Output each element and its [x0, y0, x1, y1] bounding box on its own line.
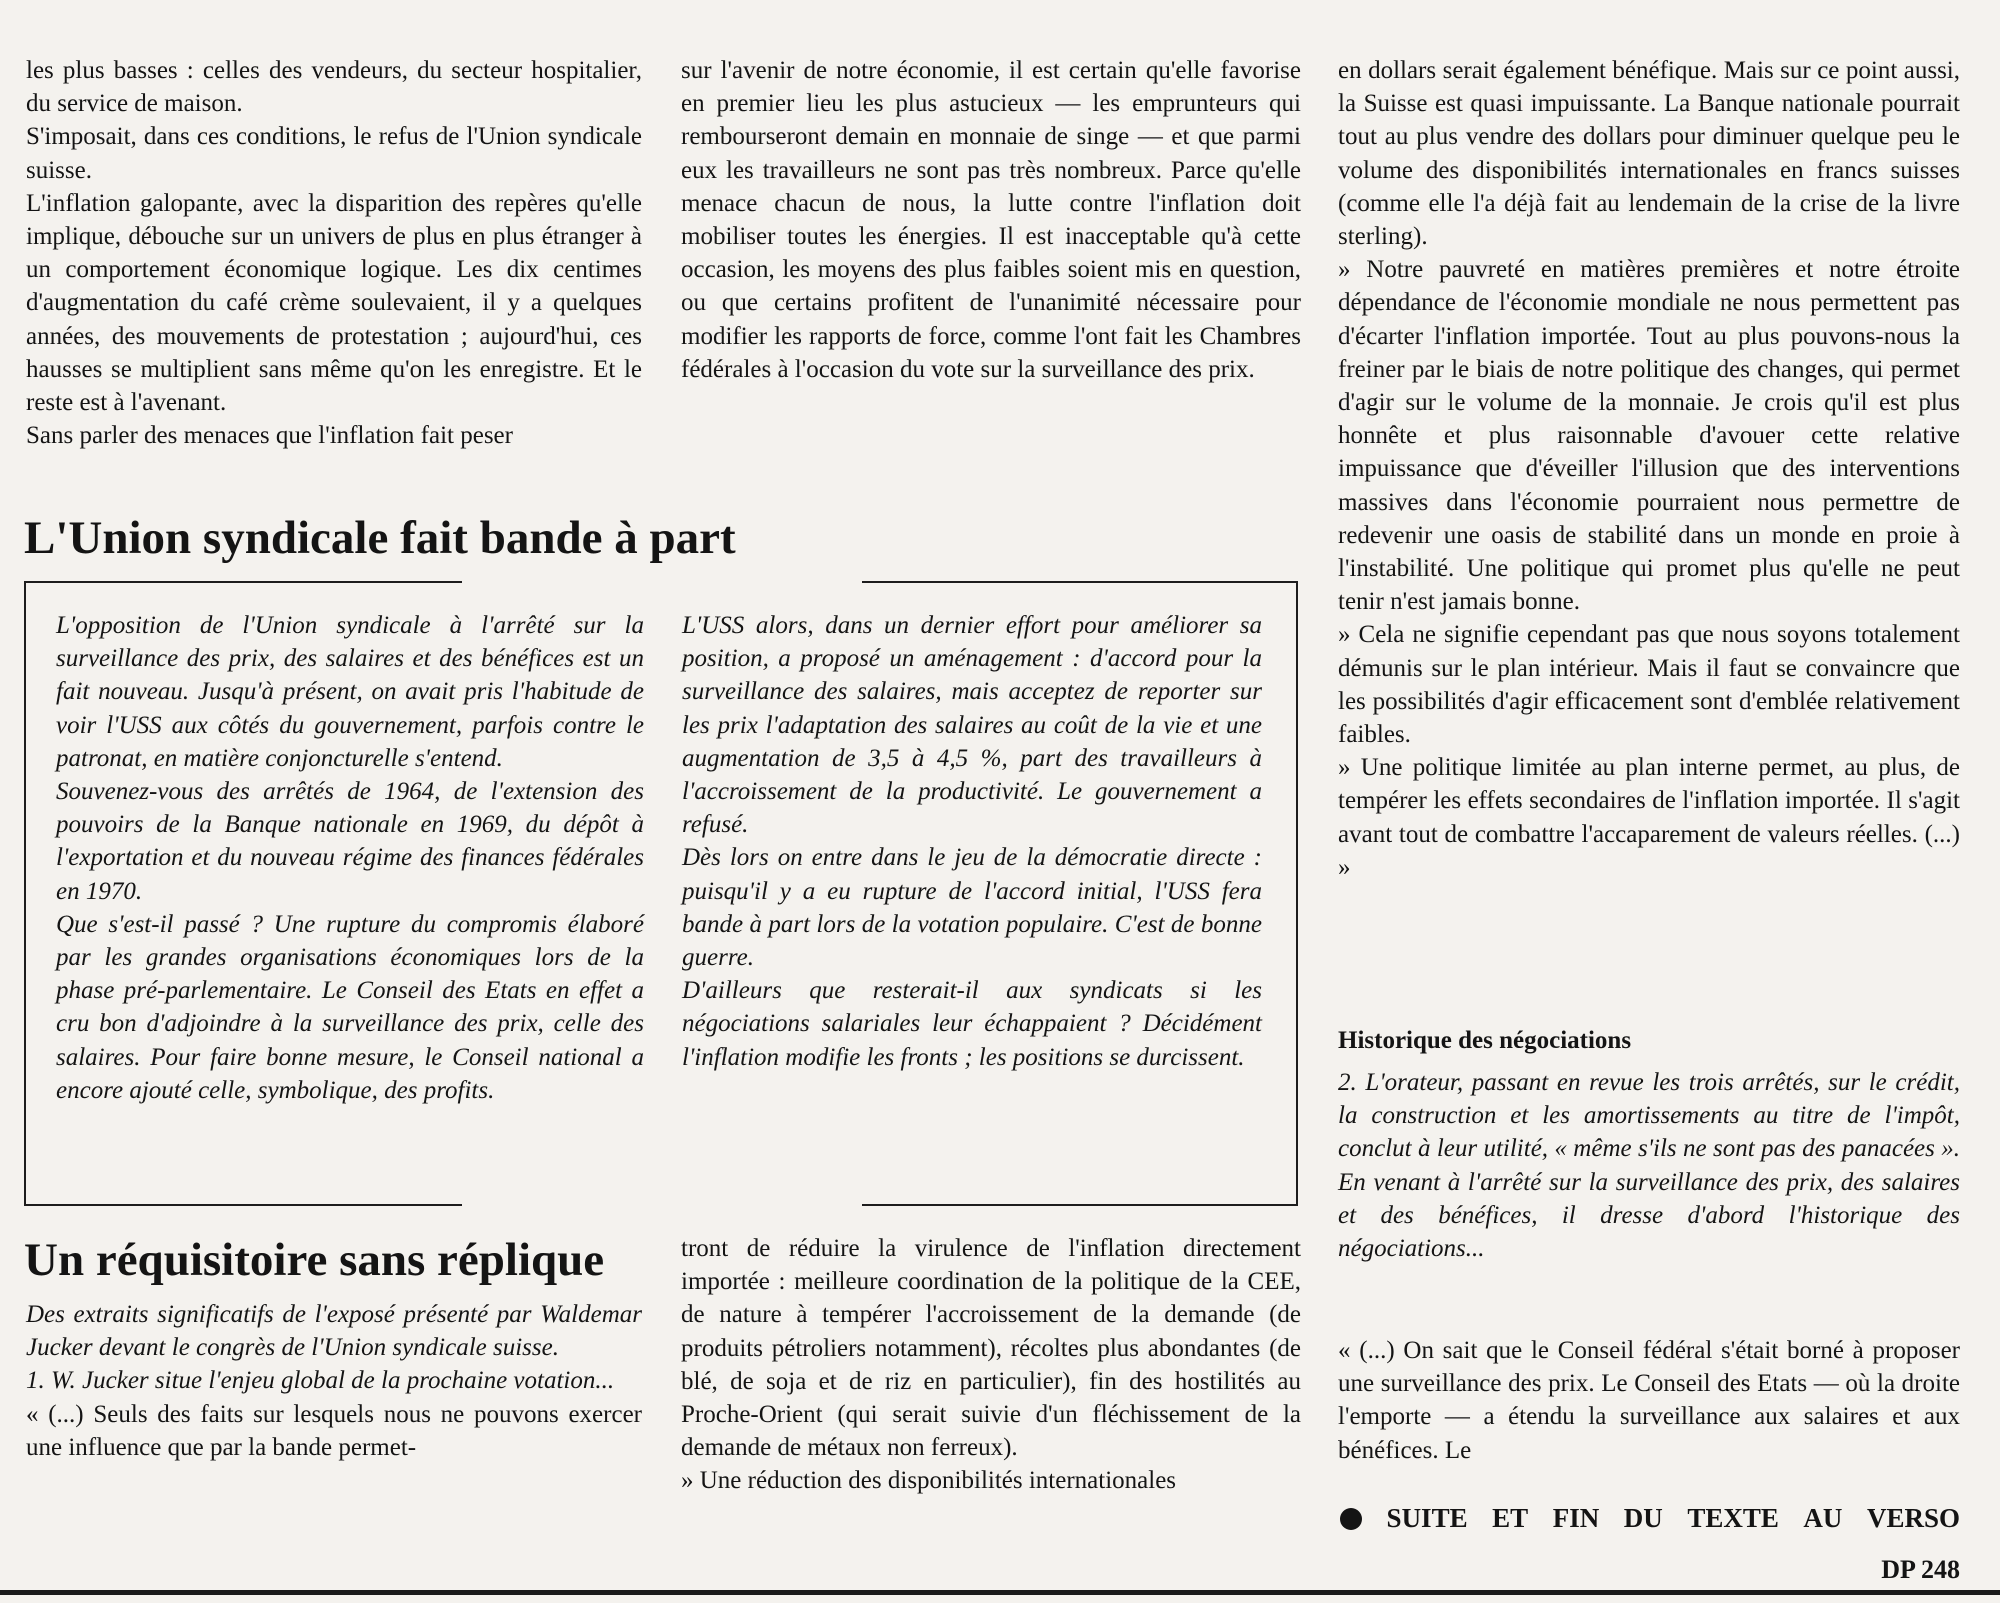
paragraph: » Cela ne signifie cependant pas que nous soyons totalement démunis sur le plan intérieur. Mais il faut se convaincre que les possibilités d'agir efficacement sont d'emblée relativement faibles.	[1338, 621, 1960, 749]
paragraph: 2. L'orateur, passant en revue les trois arrêtés, sur le crédit, la construction et les amortissements au titre de l'impôt, conclut à leur utilité, « même s'ils ne sont pas des panacées ». En venant à l'arrêté sur la surveillance des prix, des salaires et des bénéfices, il dresse d'abord l'historique des négociations...	[1338, 1069, 1960, 1263]
paragraph: « (...) On sait que le Conseil fédéral s'était borné à proposer une surveillance des prix. Le Conseil des Etats — où la droite l'emporte — a étendu la surveillance aux salaires et aux bénéfices. Le	[1338, 1337, 1960, 1464]
headline-requisitoire: Un réquisitoire sans réplique	[24, 1234, 605, 1286]
paragraph: L'inflation galopante, avec la disparition des repères qu'elle implique, débouche sur un univers de plus en plus étranger à un comportement économique logique. Les dix centimes d'augmentation du café crème soulevaient, il y a quelques années, des mouvements de protestation ; aujourd'hui, ces hausses se multiplient sans même qu'on les enregistre. Et le reste est à l'avenant.	[26, 189, 642, 417]
column-1-bottom-text	[26, 1298, 642, 1464]
paragraph: D'ailleurs que resterait-il aux syndicats si les négociations salariales leur échappaient ? Décidément l'inflation modifie les fronts ; les positions se durcissent.	[682, 977, 1262, 1071]
intro-paragraph: Des extraits significatifs de l'exposé présenté par Waldemar Jucker devant le congrès de l'Union syndicale suisse.	[26, 1301, 642, 1362]
column-3-top-text	[1338, 54, 1960, 884]
paragraph: L'USS alors, dans un dernier effort pour améliorer sa position, a proposé un aménagement : d'accord pour la surveillance des salaires, mais acceptez de reporter sur les prix l'adaptation des salaires au coût de la vie et une augmentation de 3,5 à 4,5 %, part des travailleurs à l'accroissement de la productivité. Le gouvernement a refusé.	[682, 612, 1262, 839]
column-2-bottom-text	[681, 1232, 1301, 1498]
paragraph: « (...) Seuls des faits sur lesquels nous ne pouvons exercer une influence que par la bande permet-	[26, 1400, 642, 1461]
paragraph: sur l'avenir de notre économie, il est certain qu'elle favorise en premier lieu les plus astucieux — les emprunteurs qui rembourseront demain en monnaie de singe — et que parmi eux les travailleurs ne sont pas très nombreux. Parce qu'elle menace chacun de nous, la lutte contre l'inflation doit mobiliser toutes les énergies. Il est inacceptable qu'à cette occasion, les moyens des plus faibles soient mis en question, ou que certains profitent de l'unanimité nécessaire pour modifier les rapports de force, comme l'ont fait les Chambres fédérales à l'occasion du vote sur la surveillance des prix.	[681, 57, 1301, 383]
intro-paragraph: 1. W. Jucker situe l'enjeu global de la prochaine votation...	[26, 1367, 615, 1395]
box-right-text	[682, 609, 1262, 1074]
continued-word: SUITE	[1386, 1503, 1468, 1533]
paragraph: » Une politique limitée au plan interne permet, au plus, de tempérer les effets secondaires de l'inflation importée. Il s'agit avant tout de combattre l'accaparement de valeurs réelles. (...) »	[1338, 754, 1960, 881]
box-bottom-gap	[462, 1202, 862, 1207]
continued-word: DU	[1623, 1503, 1663, 1533]
paragraph: en dollars serait également bénéfique. Mais sur ce point aussi, la Suisse est quasi impuissante. La Banque nationale pourrait tout au plus vendre des dollars pour diminuer quelque peu le volume des disponibilités internationales en francs suisses (comme elle l'a déjà fait au lendemain de la crise de la livre sterling).	[1338, 57, 1960, 251]
continued-word: ET	[1492, 1503, 1529, 1533]
subheading-historique: Historique des négociations	[1338, 1027, 1632, 1054]
paragraph: » Notre pauvreté en matières premières et notre étroite dépendance de l'économie mondiale ne nous permettent pas d'écarter l'inflation importée. Tout au plus pouvons-nous la freiner par le biais de notre politique des changes, qui permet d'agir sur le volume de la monnaie. Je crois qu'il est plus honnête et plus raisonnable d'avouer cette relative impuissance que d'éveiller l'illusion que des interventions massives dans l'économie pourraient nous permettre de redevenir une oasis de stabilité dans un monde en proie à l'instabilité. Une politique qui promet plus qu'elle ne peut tenir n'est jamais bonne.	[1338, 256, 1960, 616]
box-left-text	[56, 609, 644, 1107]
paragraph: S'imposait, dans ces conditions, le refus de l'Union syndicale suisse.	[26, 123, 642, 184]
column-2-top-text	[681, 54, 1301, 386]
column-1-top-text	[26, 54, 642, 452]
paragraph: les plus basses : celles des vendeurs, du secteur hospitalier, du service de maison.	[26, 57, 642, 118]
paragraph: Souvenez-vous des arrêtés de 1964, de l'extension des pouvoirs de la Banque nationale en 1969, du dépôt à l'exportation et du nouveau régime des finances fédérales en 1970.	[56, 778, 644, 905]
paragraph: Que s'est-il passé ? Une rupture du compromis élaboré par les grandes organisations économiques lors de la phase pré-parlementaire. Le Conseil des Etats en effet a cru bon d'adjoindre à la surveillance des prix, celle des salaires. Pour faire bonne mesure, le Conseil national a encore ajouté celle, symbolique, des profits.	[56, 910, 644, 1104]
continued-word: FIN	[1552, 1503, 1600, 1533]
column-3-bottom-text	[1338, 1334, 1960, 1467]
paragraph: L'opposition de l'Union syndicale à l'arrêté sur la surveillance des prix, des salaires et des bénéfices est un fait nouveau. Jusqu'à présent, on avait pris l'habitude de voir l'USS aux côtés du gouvernement, parfois contre le patronat, en matière conjoncturelle s'entend.	[56, 612, 644, 772]
box-top-gap	[462, 580, 862, 585]
headline-union-syndicale: L'Union syndicale fait bande à part	[24, 512, 736, 564]
continued-word: VERSO	[1866, 1503, 1960, 1533]
column-3-italic-text	[1338, 1066, 1960, 1265]
continued-word: AU	[1803, 1503, 1843, 1533]
paragraph: » Une réduction des disponibilités internationales	[681, 1467, 1177, 1495]
bottom-rule	[0, 1590, 2000, 1595]
paragraph: tront de réduire la virulence de l'inflation directement importée : meilleure coordination de la politique de la CEE, de nature à tempérer l'accroissement de la demande (de produits pétroliers notamment), récoltes plus abondantes (de blé, de soja et de riz en particulier), fin des hostilités au Proche-Orient (qui serait suivie d'un fléchissement de la demande de métaux non ferreux).	[681, 1235, 1301, 1462]
continued-word: TEXTE	[1687, 1503, 1779, 1533]
bullet-icon	[1340, 1508, 1362, 1530]
paragraph: Dès lors on entre dans le jeu de la démocratie directe : puisqu'il y a eu rupture de l'accord initial, l'USS fera bande à part lors de la votation populaire. C'est de bonne guerre.	[682, 844, 1262, 972]
continued-notice	[1340, 1502, 1960, 1535]
page-folio: DP 248	[1881, 1555, 1960, 1584]
paragraph: Sans parler des menaces que l'inflation fait peser	[26, 422, 513, 450]
